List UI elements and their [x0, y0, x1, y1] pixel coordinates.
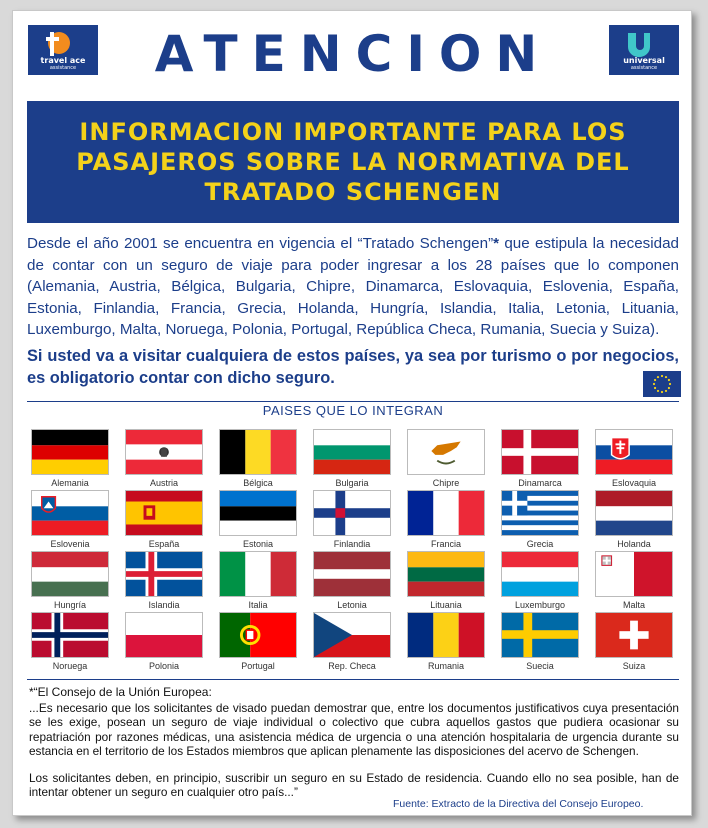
country-label: Dinamarca	[518, 478, 562, 488]
flag-denmark-icon	[501, 429, 579, 475]
flag-poland-icon	[125, 612, 203, 658]
flag-spain-icon	[125, 490, 203, 536]
flag-bulgaria-icon	[313, 429, 391, 475]
intro-text-start: Desde el año 2001 se encuentra en vigencia el “Tratado Schengen”	[27, 235, 494, 252]
footnote-heading: *“El Consejo de la Unión Europea:	[29, 685, 212, 699]
universal-assistance-logo	[609, 25, 679, 75]
flag-hungary-icon	[31, 551, 109, 597]
flag-netherlands-icon	[595, 490, 673, 536]
country-label: Chipre	[432, 478, 460, 488]
flag-romania-icon	[407, 612, 485, 658]
country-label: Islandia	[148, 600, 180, 610]
flag-germany-icon	[31, 429, 109, 475]
flag-belgium-icon	[219, 429, 297, 475]
flag-lithuania-icon	[407, 551, 485, 597]
country-label: Portugal	[241, 661, 275, 671]
logo-left-name: travel ace	[40, 56, 86, 65]
footnote-quote: ...Es necesario que los solicitantes de visado puedan demostrar que, entre los documentos justificativos cuya presentación se les exige, posean un seguro de viaje individual o colectivo que cubra aquellos gastos que pudiera ocasionar su repatriación por razones médicas, una asistencia médica de urgencia o una atención hospitalaria de urgencia durante su estancia en el territorio de los Estados miembros que aplican plenamente las disposiciones del acervo de Schengen.	[29, 701, 679, 759]
universal-assistance-mark-icon	[623, 28, 653, 58]
banner-line-1: INFORMACION IMPORTANTE PARA LOS	[79, 118, 627, 146]
country-label: Estonia	[242, 539, 274, 549]
country-label: Malta	[622, 600, 645, 610]
travel-ace-mark-icon	[42, 28, 72, 58]
country-label: Italia	[248, 600, 268, 610]
flag-sweden-icon	[501, 612, 579, 658]
flag-czech-republic-icon	[313, 612, 391, 658]
divider-bottom	[27, 679, 679, 680]
logo-right-sub: assistance	[630, 65, 658, 71]
flag-malta-icon	[595, 551, 673, 597]
country-label: Bélgica	[243, 478, 273, 488]
country-label: Holanda	[617, 539, 651, 549]
country-label: Francia	[430, 539, 461, 549]
country-label: Luxemburgo	[514, 600, 566, 610]
footnote-marker: *	[493, 235, 500, 252]
country-label: Austria	[149, 478, 178, 488]
country-label: Lituania	[430, 600, 462, 610]
footnote-source: Fuente: Extracto de la Directiva del Consejo Europeo.	[393, 798, 644, 810]
eu-flag-icon	[643, 371, 681, 397]
country-label: Suiza	[622, 661, 646, 671]
flag-italy-icon	[219, 551, 297, 597]
country-label: Bulgaria	[335, 478, 369, 488]
flag-norway-icon	[31, 612, 109, 658]
banner-line-2: PASAJEROS SOBRE LA NORMATIVA DEL	[76, 148, 630, 176]
banner-line-3: TRATADO SCHENGEN	[204, 178, 502, 206]
country-label: Letonia	[337, 600, 367, 610]
countries-heading: PAISES QUE LO INTEGRAN	[262, 403, 444, 418]
country-label: Rep. Checa	[328, 661, 376, 671]
country-label: Alemania	[51, 478, 89, 488]
country-label: Noruega	[52, 661, 88, 671]
divider-top	[27, 401, 679, 402]
country-label: España	[148, 539, 180, 549]
flag-latvia-icon	[313, 551, 391, 597]
headline-banner	[27, 101, 679, 223]
flag-switzerland-icon	[595, 612, 673, 658]
logo-right-name: universal	[623, 56, 665, 65]
country-label: Polonia	[148, 661, 180, 671]
country-label: Grecia	[526, 539, 554, 549]
flag-slovenia-icon	[31, 490, 109, 536]
intro-paragraph	[27, 233, 679, 341]
notice-sheet	[12, 10, 692, 816]
flag-portugal-icon	[219, 612, 297, 658]
country-label: Suecia	[526, 661, 554, 671]
flag-france-icon	[407, 490, 485, 536]
logo-left-sub: assistance	[49, 65, 77, 71]
insurance-requirement-notice: Si usted va a visitar cualquiera de estos países, ya sea por turismo o por negocios, es obligatorio contar con dicho seguro.	[27, 347, 679, 387]
page-title: ATENCION	[154, 25, 552, 83]
intro-text-end: que estipula la necesidad de contar con un seguro de viaje para poder ingresar a los 28 países que lo componen (Alemania, Austria, Bélgica, Bulgaria, Chipre, Dinamarca, Eslovaquia, Eslovenia, España, Estonia, Finlandia, Francia, Grecia, Holanda, Hungría, Islandia, Italia, Letonia, Lituania, Luxemburgo, Malta, Noruega, Polonia, Portugal, República Checa, Rumania, Suecia y Suiza).	[27, 235, 679, 339]
flag-estonia-icon	[219, 490, 297, 536]
flag-luxembourg-icon	[501, 551, 579, 597]
country-label: Hungría	[53, 600, 87, 610]
travel-ace-logo	[28, 25, 98, 75]
country-label: Eslovaquia	[611, 478, 657, 488]
flag-finland-icon	[313, 490, 391, 536]
flag-greece-icon	[501, 490, 579, 536]
flag-slovakia-icon	[595, 429, 673, 475]
flag-iceland-icon	[125, 551, 203, 597]
footnote-quote-continued: Los solicitantes deben, en principio, suscribir un seguro en su Estado de residencia. Cuando ello no sea posible, han de intentar obtener un seguro en cualquier otro país...”	[29, 771, 679, 800]
country-label: Finlandia	[333, 539, 371, 549]
flag-austria-icon	[125, 429, 203, 475]
country-label: Rumania	[427, 661, 465, 671]
country-label: Eslovenia	[50, 539, 90, 549]
flag-cyprus-icon	[407, 429, 485, 475]
